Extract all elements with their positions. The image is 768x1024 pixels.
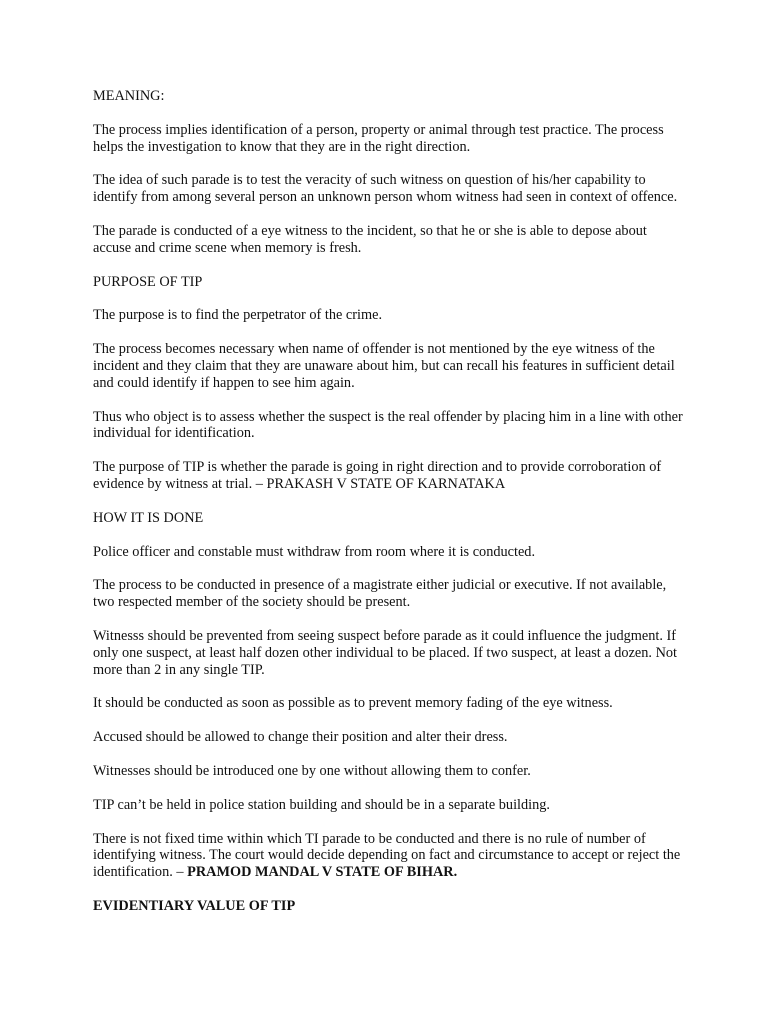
how-paragraph-7: TIP can’t be held in police station building and should be in a separate building. bbox=[93, 796, 551, 813]
heading-purpose: PURPOSE OF TIP bbox=[93, 273, 203, 290]
heading-evidentiary-value: EVIDENTIARY VALUE OF TIP bbox=[93, 897, 296, 914]
document-body bbox=[93, 88, 683, 932]
case-citation: PRAMOD MANDAL V STATE OF BIHAR. bbox=[187, 864, 458, 881]
heading-meaning: MEANING: bbox=[93, 88, 165, 104]
how-paragraph-8 bbox=[93, 831, 683, 881]
how-paragraph-8-text: There is not fixed time within which TI parade to be conducted and there is no rule of number of identifying witness. The court would decide depending on fact and circumstance to accept or reject the identification. – bbox=[93, 830, 681, 881]
purpose-paragraph-1: The purpose is to find the perpetrator of the crime. bbox=[93, 307, 383, 324]
how-paragraph-1: Police officer and constable must withdraw from room where it is conducted. bbox=[93, 543, 536, 560]
heading-how-it-is-done: HOW IT IS DONE bbox=[93, 509, 204, 526]
how-paragraph-3: Witnesss should be prevented from seeing suspect before parade as it could influence the judgment. If only one suspect, at least half dozen other individual to be placed. If two suspect, at least a dozen. Not more than 2 in any single TIP. bbox=[93, 627, 678, 678]
how-paragraph-5: Accused should be allowed to change their position and alter their dress. bbox=[93, 729, 508, 746]
meaning-paragraph-3: The parade is conducted of a eye witness to the incident, so that he or she is able to depose about accuse and crime scene when memory is fresh. bbox=[93, 222, 647, 256]
meaning-paragraph-1: The process implies identification of a person, property or animal through test practice. The process helps the investigation to know that they are in the right direction. bbox=[93, 121, 664, 155]
how-paragraph-4: It should be conducted as soon as possible as to prevent memory fading of the eye witness. bbox=[93, 695, 613, 712]
purpose-paragraph-3: Thus who object is to assess whether the suspect is the real offender by placing him in a line with other individual for identification. bbox=[93, 408, 683, 442]
purpose-paragraph-2: The process becomes necessary when name of offender is not mentioned by the eye witness of the incident and they claim that they are unaware about him, but can recall his features in sufficient detail and could identify if happen to see him again. bbox=[93, 341, 675, 391]
meaning-paragraph-2: The idea of such parade is to test the veracity of such witness on question of his/her capability to identify from among several person an unknown person whom witness had seen in context of offence. bbox=[93, 172, 678, 206]
how-paragraph-2: The process to be conducted in presence of a magistrate either judicial or executive. If not available, two respected member of the society should be present. bbox=[93, 577, 667, 611]
how-paragraph-6: Witnesses should be introduced one by one without allowing them to confer. bbox=[93, 762, 531, 779]
purpose-paragraph-4: The purpose of TIP is whether the parade is going in right direction and to provide corroboration of evidence by witness at trial. – PRAKASH V STATE OF KARNATAKA bbox=[93, 459, 662, 492]
